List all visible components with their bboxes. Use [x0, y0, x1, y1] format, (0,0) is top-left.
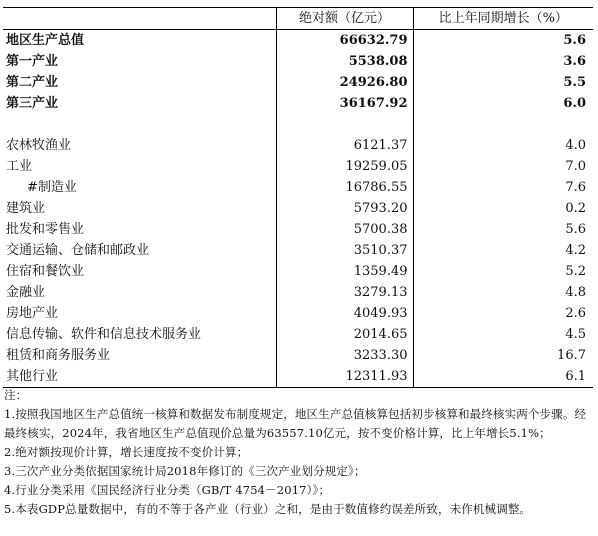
row-growth-rate: 5.2 [413, 261, 593, 282]
notes-section [4, 386, 592, 519]
note-item-1: 1.按照我国地区生产总值统一核算和数据发布制度规定，地区生产总值核算包括初步核算和最终核实两个步骤。经最终核实，2024年，我省地区生产总值现价总量为63557.10亿元，按不变价格计算，比上年增长5.1%； [4, 407, 587, 440]
row-growth-rate: 7.0 [413, 156, 593, 177]
table-row [3, 324, 593, 345]
row-label: 地区生产总值 [6, 33, 85, 48]
row-growth-rate: 6.0 [413, 93, 593, 114]
header-growth-rate: 比上年同期增长（%） [413, 8, 593, 30]
table-row [3, 303, 593, 324]
table-row [3, 51, 593, 72]
row-absolute-value: 2014.65 [276, 324, 413, 345]
table-row [3, 345, 593, 366]
table-row [3, 156, 593, 177]
row-growth-rate: 0.2 [413, 198, 593, 219]
table-spacer-row [3, 114, 593, 135]
row-absolute-value: 4049.93 [276, 303, 413, 324]
row-growth-rate: 4.2 [413, 240, 593, 261]
row-label: 住宿和餐饮业 [6, 264, 85, 279]
row-growth-rate: 7.6 [413, 177, 593, 198]
header-absolute-value: 绝对额（亿元） [276, 8, 413, 30]
table-row [3, 261, 593, 282]
row-label: 租赁和商务服务业 [6, 348, 111, 363]
row-absolute-value: 36167.92 [276, 93, 413, 114]
table-row [3, 135, 593, 156]
row-growth-rate: 4.8 [413, 282, 593, 303]
table-row [3, 198, 593, 219]
row-absolute-value: 24926.80 [276, 72, 413, 93]
row-growth-rate: 4.0 [413, 135, 593, 156]
row-growth-rate: 5.6 [413, 30, 593, 52]
table-header-row [3, 8, 593, 30]
row-growth-rate: 4.5 [413, 324, 593, 345]
row-absolute-value: 3233.30 [276, 345, 413, 366]
row-label: 交通运输、仓储和邮政业 [6, 243, 150, 258]
table-row [3, 72, 593, 93]
note-item-2: 2.绝对额按现价计算，增长速度按不变价计算； [4, 445, 249, 459]
table-body [3, 30, 593, 388]
row-label: 批发和零售业 [6, 222, 85, 237]
row-label: 房地产业 [6, 306, 59, 321]
row-absolute-value: 3510.37 [276, 240, 413, 261]
row-label [3, 114, 276, 135]
row-absolute-value: 19259.05 [276, 156, 413, 177]
table-row [3, 219, 593, 240]
note-item-4: 4.行业分类采用《国民经济行业分类（GB/T 4754－2017）》； [4, 483, 331, 497]
row-growth-rate: 3.6 [413, 51, 593, 72]
row-label: 第一产业 [6, 54, 59, 69]
row-absolute-value: 66632.79 [276, 30, 413, 52]
table-row [3, 177, 593, 198]
row-absolute-value: 12311.93 [276, 366, 413, 388]
gdp-table [3, 7, 593, 388]
row-absolute-value: 1359.49 [276, 261, 413, 282]
row-absolute-value: 3279.13 [276, 282, 413, 303]
row-growth-rate: 5.6 [413, 219, 593, 240]
row-growth-rate [413, 114, 593, 135]
row-growth-rate: 16.7 [413, 345, 593, 366]
row-absolute-value [276, 114, 413, 135]
row-absolute-value: 6121.37 [276, 135, 413, 156]
note-item-3: 3.三次产业分类依据国家统计局2018年修订的《三次产业划分规定》； [4, 464, 366, 478]
row-label: 第三产业 [6, 96, 59, 111]
row-absolute-value: 5538.08 [276, 51, 413, 72]
row-absolute-value: 5700.38 [276, 219, 413, 240]
row-growth-rate: 6.1 [413, 366, 593, 388]
note-item-5: 5.本表GDP总量数据中，有的不等于各产业（行业）之和，是由于数值修约误差所致，未作机械调整。 [4, 502, 532, 516]
row-growth-rate: 2.6 [413, 303, 593, 324]
row-growth-rate: 5.5 [413, 72, 593, 93]
row-label: 金融业 [6, 285, 46, 300]
table-row [3, 30, 593, 52]
row-label: 农林牧渔业 [6, 138, 72, 153]
table-row [3, 240, 593, 261]
table-row [3, 93, 593, 114]
header-indicator [3, 8, 276, 30]
notes-title: 注： [4, 388, 28, 402]
row-label: 工业 [6, 159, 33, 174]
row-label: 第二产业 [6, 75, 59, 90]
table-row [3, 282, 593, 303]
row-absolute-value: 5793.20 [276, 198, 413, 219]
row-label: 其他行业 [3, 366, 276, 388]
row-label: #制造业 [27, 180, 77, 195]
row-absolute-value: 16786.55 [276, 177, 413, 198]
table-row [3, 366, 593, 388]
row-label: 建筑业 [6, 201, 46, 216]
row-label: 信息传输、软件和信息技术服务业 [6, 327, 202, 342]
